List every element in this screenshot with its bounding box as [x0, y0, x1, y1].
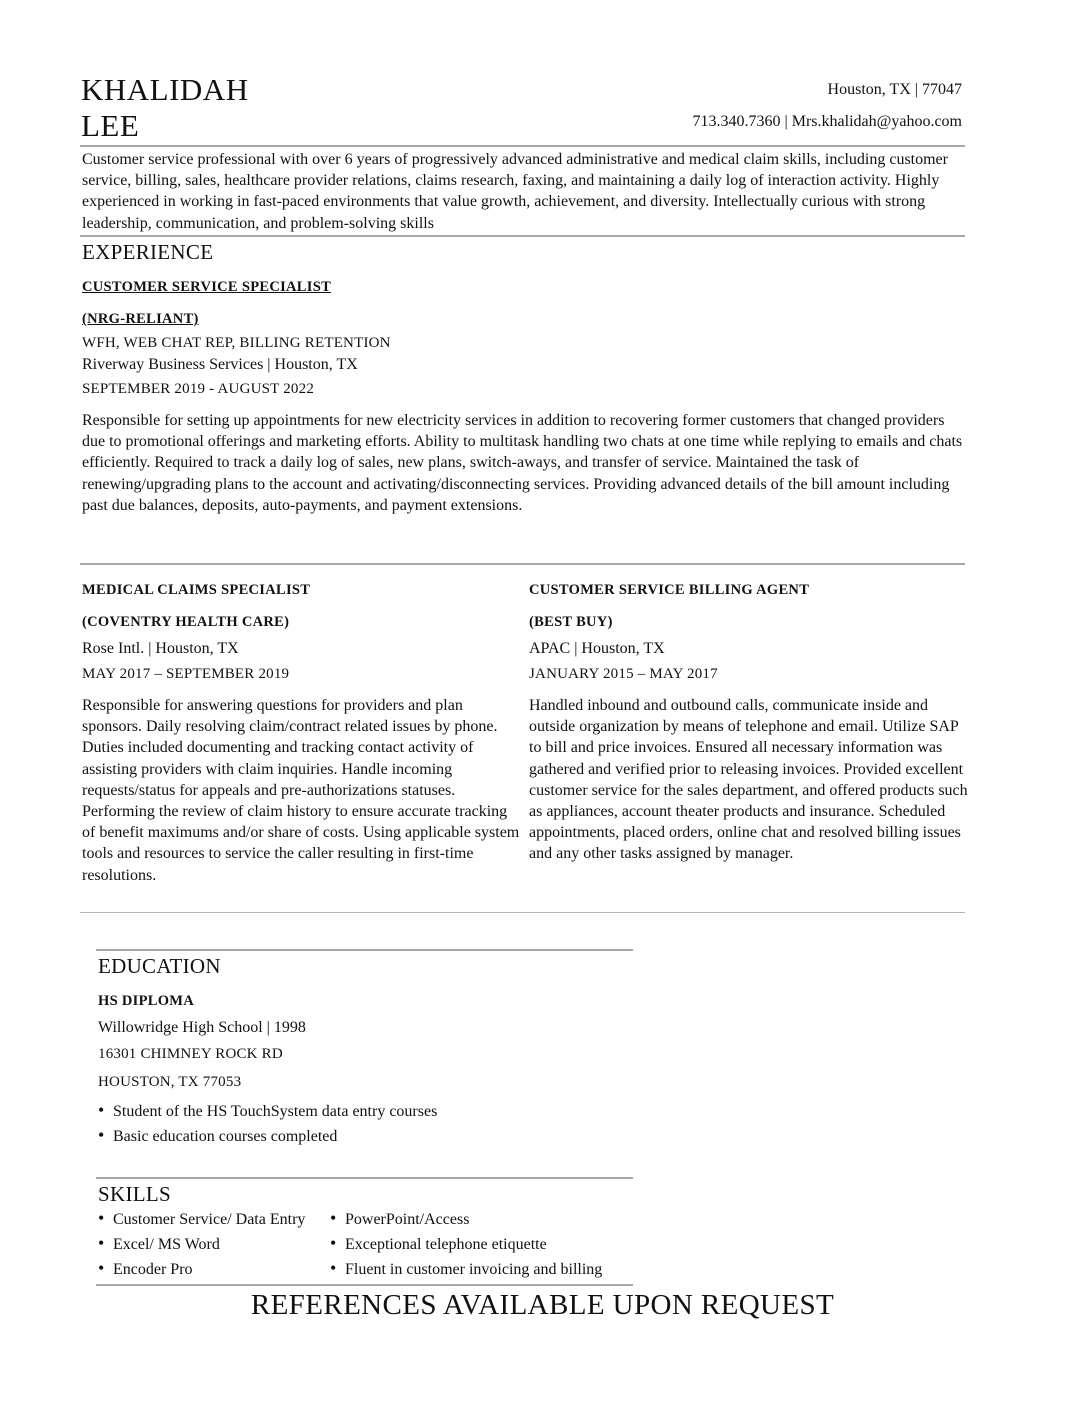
list-item: • PowerPoint/Access — [330, 1207, 602, 1232]
skills-right-list — [330, 1207, 602, 1282]
location: Houston, TX | 77047 — [827, 81, 962, 98]
skills-divider — [96, 1177, 633, 1179]
education-heading: EDUCATION — [98, 954, 221, 978]
experience-heading: EXPERIENCE — [82, 240, 214, 264]
job-dates: SEPTEMBER 2019 - AUGUST 2022 — [82, 381, 315, 397]
list-item: • Excel/ MS Word — [98, 1232, 305, 1257]
skills-heading: SKILLS — [98, 1182, 171, 1206]
summary-divider — [80, 235, 965, 237]
list-item: • Student of the HS TouchSystem data entry courses — [98, 1099, 437, 1124]
job-company: Riverway Business Services | Houston, TX — [82, 356, 358, 373]
job-description: Responsible for answering questions for providers and plan sponsors. Daily resolving claim/contract related issues by phone. Duties included documenting and tracking contact activity of assisting providers with claim inquiries. Handle incoming requests/status for appeals and pre-authorizations statuses. Performing the review of claim history to ensure accurate tracking of benefit maximums and/or share of costs. Using applicable system tools and resources to service the caller resulting in first-time resolutions. — [82, 697, 520, 884]
experience-end-divider — [80, 912, 965, 913]
list-item: • Encoder Pro — [98, 1257, 305, 1282]
header-divider — [80, 145, 965, 147]
list-item: • Customer Service/ Data Entry — [98, 1207, 305, 1232]
job-title: CUSTOMER SERVICE BILLING AGENT — [529, 582, 810, 598]
job-description: Handled inbound and outbound calls, communicate inside and outside organization by means of telephone and email. Utilize SAP to bill and price invoices. Ensured all necessary information was gathered and verified prior to releasing invoices. Provided excellent customer service for the sales department, and offered products such as appliances, account theater products and insurance. Scheduled appointments, placed orders, online chat and resolved billing issues and any other tasks assigned by manager. — [529, 697, 968, 863]
job-dates: MAY 2017 – SEPTEMBER 2019 — [82, 666, 290, 682]
school: Willowridge High School | 1998 — [98, 1019, 306, 1036]
first-name: KHALIDAH — [81, 72, 249, 107]
job-client: (BEST BUY) — [529, 614, 613, 630]
list-item: • Fluent in customer invoicing and billing — [330, 1257, 602, 1282]
school-address-line1: 16301 CHIMNEY ROCK RD — [98, 1046, 283, 1062]
skills-end-divider — [96, 1284, 633, 1286]
job-company: Rose Intl. | Houston, TX — [82, 640, 239, 657]
job-title: CUSTOMER SERVICE SPECIALIST — [82, 279, 332, 295]
job-role: WFH, WEB CHAT REP, BILLING RETENTION — [82, 335, 391, 351]
degree: HS DIPLOMA — [98, 993, 195, 1009]
last-name: LEE — [81, 108, 140, 143]
experience-divider — [80, 563, 965, 565]
education-bullets — [98, 1099, 437, 1149]
list-item: • Exceptional telephone etiquette — [330, 1232, 602, 1257]
job-description: Responsible for setting up appointments for new electricity services in addition to recovering former customers that changed providers due to promotional offerings and marketing efforts. Ability to multitask handling two chats at one time while replying to emails and chats efficiently. Required to track a daily log of sales, new plans, switch-aways, and transfer of service. Maintained the task of renewing/upgrading plans to the account and activating/disconnecting services. Providing advanced details of the bill amount including past due balances, deposits, auto-payments, and payment extensions. — [82, 412, 963, 514]
skills-left-list — [98, 1207, 305, 1282]
job-company: APAC | Houston, TX — [529, 640, 665, 657]
education-divider — [96, 949, 633, 951]
job-client: (NRG-RELIANT) — [82, 311, 199, 327]
list-item: • Basic education courses completed — [98, 1124, 437, 1149]
job-title: MEDICAL CLAIMS SPECIALIST — [82, 582, 311, 598]
school-address-line2: HOUSTON, TX 77053 — [98, 1074, 242, 1090]
phone-email: 713.340.7360 | Mrs.khalidah@yahoo.com — [692, 113, 962, 130]
job-dates: JANUARY 2015 – MAY 2017 — [529, 666, 718, 682]
references-note: REFERENCES AVAILABLE UPON REQUEST — [250, 1289, 835, 1321]
job-client: (COVENTRY HEALTH CARE) — [82, 614, 290, 630]
summary: Customer service professional with over 6 years of progressively advanced administrative and medical claim skills, including customer service, billing, sales, healthcare provider relations, claims research, faxing, and maintaining a daily log of interaction activity. Highly experienced in working in fast-paced environments that value growth, achievement, and diversity. Intellectually curious with strong leadership, communication, and problem-solving skills — [82, 151, 948, 232]
